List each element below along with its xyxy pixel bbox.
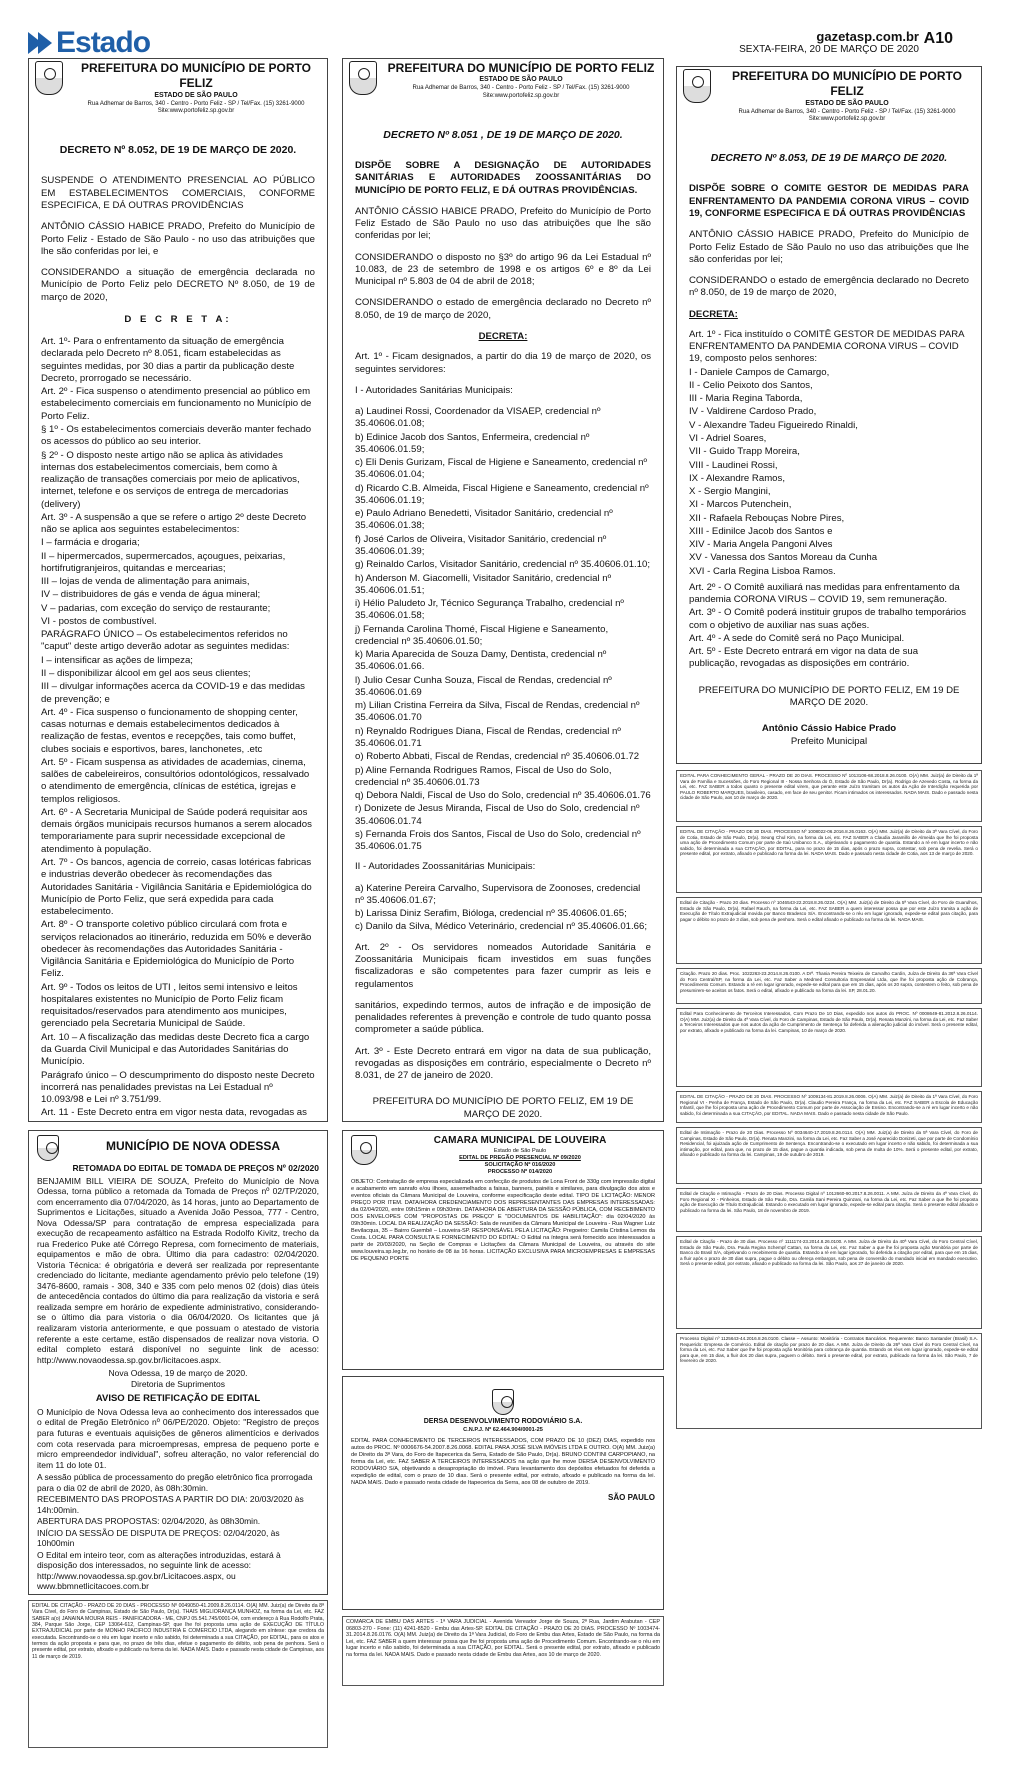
masthead-title: PREFEITURA DO MUNICÍPIO DE PORTO FELIZ xyxy=(731,69,962,99)
article: Art. 11 - Este Decreto entra em vigor nesta data, revogadas as xyxy=(41,1107,307,1119)
decree-8051-panel xyxy=(342,58,664,1122)
decree-ementa: SUSPENDE O ATENDIMENTO PRESENCIAL AO PÚBLICO EM ESTABELECIMENTOS COMERCIAIS, CONFORME ESPECIFICA, E DÁ OUTRAS PROVIDÊNCIAS xyxy=(41,175,315,211)
authority-item: f) José Carlos de Oliveira, Visitador Sanitário, credencial nº 35.40606.01.39; xyxy=(355,533,607,557)
committee-member: III - Maria Regina Taborda, xyxy=(689,393,803,405)
closing-line: PREFEITURA DO MUNICÍPIO DE PORTO FELIZ, EM 19 DE MARÇO DE 2020. xyxy=(698,684,960,709)
article: Parágrafo único – O descumprimento do disposto neste Decreto incorrerá nas penalidades previstas na Lei Estadual nº 10.093/98 e Lei nº 3.751/99. xyxy=(41,1069,315,1106)
aviso-date xyxy=(37,1593,319,1595)
masthead xyxy=(29,59,327,118)
page-number: A10 xyxy=(923,30,953,47)
authority-item: d) Ricardo C.B. Almeida, Fiscal Higiene e Saneamento, credencial nº 35.40606.01.19; xyxy=(355,482,649,506)
decree-8052-panel xyxy=(28,58,328,1122)
edital-text: Citação. Prazo 20 dias. Proc. 1022263-23.2014.8.26.0100. A Drª. Thania Pereira Teixeira de Carvalho Cardin, Juíza de Direito da 36ª Vara Cível do Foro Central/SP, na forma da Lei, etc. Faz Saber a Medmed Consultoria Empresarial Ltda, que lhe foi proposta ação de Cobrança, Procedimento Comum. Estando a ré em lugar ignorado, expede-se edital para que em 15 dias, após os 20 supra, contestem o feito, sob pena de presumirem-se aceitos os fatos. Será o edital, afixado e publicado na forma da lei. SP, 28.01.20. xyxy=(680,971,978,993)
logo-text: Estado xyxy=(56,26,151,59)
committee-member: XIV - Maria Angela Pangoni Alves xyxy=(689,539,833,551)
authority-item: k) Maria Aparecida de Souza Damy, Dentista, credencial nº 35.40606.01.66. xyxy=(355,649,607,673)
edital-notice xyxy=(676,826,982,893)
louveira-state: Estado de São Paulo xyxy=(493,1147,547,1154)
authority-item: g) Reinaldo Carlos, Visitador Sanitário, credencial nº 35.40606.01.10; xyxy=(355,559,651,571)
article: § 2º - O disposto neste artigo não se aplica às atividades internas dos estabelecimentos comerciais, bem como à realização de transações comerciais por meio de aplicativos, internet, telefone e os serviços de entrega de mercadorias (delivery) xyxy=(41,449,300,510)
decree-considerando: CONSIDERANDO o disposto no §3º do artigo 96 da Lei Estadual nº 10.083, de 23 de setembro de 1998 e os artigos 6º e 8º da Lei Municipal nº 5.803 de 04 de abril de 2018; xyxy=(355,251,651,288)
authority-item: c) Eli Denis Gurizam, Fiscal de Higiene e Saneamento, credencial nº 35.40606.01.04; xyxy=(355,457,647,481)
municipal-crest-icon xyxy=(35,61,63,95)
retomada-signature: Diretoria de Suprimentos xyxy=(130,1378,225,1389)
aviso-line: ABERTURA DAS PROPOSTAS: 02/04/2020, às 08h30min. xyxy=(37,1516,261,1527)
decree-considerando: CONSIDERANDO o estado de emergência declarado no Decreto nº 8.050, de 19 de março de 2020, xyxy=(355,297,651,321)
masthead-state: ESTADO DE SÃO PAULO xyxy=(479,76,563,84)
aviso-line: O Edital em inteiro teor, com as alterações introduzidas, estará à disposição dos interessados, no seguinte link de acesso: http://www.novaodessa.sp.gov.br/Licitacoes.aspx, ou www.bbmnetlicitacoes.com.br xyxy=(37,1549,281,1592)
pregao-title: EDITAL DE PREGÃO PRESENCIAL Nº 09/2020 xyxy=(459,1154,581,1161)
article: Art. 2º - Os servidores nomeados Autoridade Sanitária e Zoossanitária Municipais ficam investidos em suas funções fiscalizadoras e são competentes para fazer cumprir as leis e regulamentos xyxy=(355,941,651,990)
article: IV – distribuidores de gás e venda de água mineral; xyxy=(41,589,261,601)
masthead-address: Rua Adhemar de Barros, 340 - Centro - Porto Feliz - SP / Tel/Fax. (15) 3261-9000 xyxy=(738,108,956,115)
dersa-title: DERSA DESENVOLVIMENTO RODOVIÁRIO S.A. xyxy=(423,1418,583,1426)
article: Art. 2º - O Comitê auxiliará nas medidas para enfrentamento da pandemia CORONA VIRUS – COVID 19, sem remuneração. xyxy=(689,581,960,606)
article: Art. 3º - A suspensão a que se refere o artigo 2º deste Decreto não se aplica aos seguintes estabelecimentos: xyxy=(41,511,307,536)
edital-notice xyxy=(676,968,982,1004)
retomada-body: BENJAMIM BILL VIEIRA DE SOUZA, Prefeito do Município de Nova Odessa, torna público a retomada da Tomada de Preços nº 02/TP/2020, com encerramento dia 07/04/2020, às 14 horas, junto ao Departamento de Suprimentos e Licitações, situado a Avenida João Pessoa, 777 - Centro, Nova Odessa/SP para contratação de empresa especializada para execução de recapeamento asfáltico na Estrada Rodolfo Kivitz, trecho da rua Frederico Puke até Córrego Represa, com fornecimento de materiais, equipamentos e mão de obra. Último dia para cadastro: 02/04/2020. Vistoria Técnica: é obrigatória e deverá ser realizada por representante credenciado do licitante, mediante agendamento prévio pelo telefone (19) 3476-8600, ramais - 308, 340 e 335 com pelo menos 02 (dois) dias úteis de antecedência contados do último dia para realização da vistoria e será realizada sempre em horário de expediente administrativo, considerando-se o último dia para vistoria o dia 06/04/2020. Os licitantes que já realizaram vistoria anteriormente, e que possuam o atestado de vistoria referente a este certame, estão dispensados de realizar nova vistoria. O edital completo estará disponível no seguinte link de acesso: http://www.novaodessa.sp.gov.br/licitacoes.aspx. xyxy=(37,1175,319,1365)
committee-member: X - Sergio Mangini, xyxy=(689,486,771,498)
committee-members-list xyxy=(689,367,969,578)
aviso-line: A sessão pública de processamento do pregão eletrônico fica prorrogada para o dia 02 de abril de 2020, às 08h:30min. xyxy=(37,1472,313,1493)
nova-odessa-title: MUNICÍPIO DE NOVA ODESSA xyxy=(105,1139,281,1154)
decree-intro: ANTÔNIO CÁSSIO HABICE PRADO, Prefeito do Município de Porto Feliz Estado de São Paulo no uso das atribuições que lhe são conferidas por lei; xyxy=(689,229,969,265)
article: Art. 8º - O transporte coletivo público circulará com frota e serviços relacionados ao itinerário, reduzida em 50% e deverão obedecer às recomendações das Autoridades Sanitária - Vigilância Sanitária e Epidemiológica do Município de Porto Feliz. xyxy=(41,919,312,980)
committee-member: XVI - Carla Regina Lisboa Ramos. xyxy=(689,565,836,577)
louveira-crest-icon xyxy=(351,1135,377,1165)
site-url: gazetasp.com.br xyxy=(816,29,919,44)
committee-member: VI - Adriel Soares, xyxy=(689,432,767,444)
committee-member: XI - Marcos Putenchein, xyxy=(689,499,792,511)
article: V – padarias, com exceção do serviço de restaurante; xyxy=(41,602,271,614)
dersa-cnpj: C.N.P.J. Nº 62.464.904/0001-25 xyxy=(463,1426,543,1433)
group-heading: I - Autoridades Sanitárias Municipais: xyxy=(355,384,513,396)
nova-odessa-crest-icon xyxy=(37,1135,59,1161)
article: VI - postos de combustível. xyxy=(41,615,157,627)
zoosanitary-authorities-list xyxy=(355,883,651,934)
authority-item: b) Larissa Diniz Serafim, Bióloga, credencial nº 35.40606.01.65; xyxy=(355,908,627,920)
louveira-panel xyxy=(342,1130,664,1370)
aviso-heading: AVISO DE RETIFICAÇÃO DE EDITAL xyxy=(95,1393,261,1405)
authority-item: b) Edinice Jacob dos Santos, Enfermeira, credencial nº 35.40606.01.59; xyxy=(355,431,590,455)
authority-item: c) Danilo da Silva, Médico Veterinário, credencial nº 35.40606.01.66; xyxy=(355,921,648,933)
article: Art. 1º - Ficam designados, a partir do dia 19 de março de 2020, os seguintes servidores: xyxy=(355,351,651,375)
committee-member: XIII - Edinilce Jacob dos Santos e xyxy=(689,525,833,537)
masthead-site: Site:www.portofeliz.sp.gov.br xyxy=(157,108,235,115)
masthead xyxy=(343,59,663,103)
decree-articles xyxy=(689,582,969,671)
article: II – hipermercados, supermercados, açougues, peixarias, hortifrutigranjeiros, quitandas e mercearias; xyxy=(41,550,286,574)
article: I – farmácia e drogaria; xyxy=(41,537,140,549)
article: PARÁGRAFO ÚNICO – Os estabelecimentos referidos no "caput" deste artigo deverão adotar as seguintes medidas: xyxy=(41,629,290,653)
chevron-icon xyxy=(38,32,52,54)
masthead-title: PREFEITURA DO MUNICÍPIO DE PORTO FELIZ xyxy=(80,61,311,91)
edital-text: Edital de Citação - Prazo 20 dias. Processo nº 1046543-22.2018.8.26.0224. O(A) MM. Juiz(a) de Direito da 5ª Vara Cível, do Foro de Guarulhos, Estado de São Paulo, Dr(a). Rafael Rauch, na forma da Lei, etc. FAZ SABER a quem interessar possa que por este Juízo tramita a ação de Execução de Título Extrajudicial movida por Banco Bradesco S/A. Encontrando-se o réu em lugar ignorado, expede-se edital para citação, para pagar o débito no prazo de 3 dias, sob pena de penhora. Será o edital afixado e publicado na forma da lei. NADA MAIS. xyxy=(680,900,978,922)
article: Art. 2º - Fica suspenso o atendimento presencial ao público em estabelecimento comerciais em funcionamento no Município de Porto Feliz. xyxy=(41,386,312,422)
authority-item: n) Reynaldo Rodrigues Diana, Fiscal de Rendas, credencial nº 35.40606.01.71 xyxy=(355,725,621,749)
article: I – intensificar as ações de limpeza; xyxy=(41,654,193,666)
authority-item: h) Anderson M. Giacomelli, Visitador Sanitário, credencial nº 35.40606.01.51; xyxy=(355,572,612,596)
decree-intro: ANTÔNIO CÁSSIO HABICE PRADO, Prefeito do Município de Porto Feliz Estado de São Paulo no uso das atribuições que lhe são conferidas por lei; xyxy=(355,205,651,242)
decree-decreta: D E C R E T A: xyxy=(124,313,232,325)
municipal-crest-icon xyxy=(683,69,711,103)
authority-item: o) Roberto Abbati, Fiscal de Rendas, credencial nº 35.40606.01.72 xyxy=(355,751,640,763)
decree-body xyxy=(29,126,327,1122)
mayor-role: Prefeito Municipal xyxy=(790,735,868,747)
article: Art. 9º - Todos os leitos de UTI , leitos semi intensivo e leitos hospitalares existentes no Município de Porto Feliz ficam requisitados/reservados para atendimento aos municipes, gerenciado pela Secretaria Municipal de Saúde. xyxy=(41,981,298,1030)
newspaper-logo xyxy=(28,26,150,60)
pregao-processo: PROCESSO Nº 014/2020 xyxy=(487,1168,553,1175)
edital-notice xyxy=(676,1236,982,1329)
dersa-body: EDITAL PARA CONHECIMENTO DE TERCEIROS INTERESSADOS, COM PRAZO DE 10 (DEZ) DIAS, expedido nos autos do PROC. Nº 0006676-54.2007.8.26.0068. EDITAL PARA JOSÉ SILVA IMÓVEIS LTDA E OUTRO. O(A) MM. Juiz(a) de Direito da 3ª Vara, do Foro de Itapecerica da Serra, Estado de São Paulo, Dr(a). BRUNO CONTINI CARPOPIANO, na forma da Lei, etc. FAZ SABER A TERCEIROS INTERESSADOS na ação que lhe move DERSA DESENVOLVIMENTO RODOVIÁRIO S/A, objetivando a desapropriação do imóvel. Para levantamento dos depósitos efetuados foi deferida a expedição de edital, com o prazo de 10 dias. Será o presente edital, por extrato, afixado e publicado na forma da lei. NADA MAIS. Dado e passado nesta cidade de Itapecerica da Serra, aos 08 de outubro de 2019. xyxy=(351,1437,655,1487)
masthead-state: ESTADO DE SÃO PAULO xyxy=(154,91,238,99)
article: III – divulgar informações acerca da COVID-19 e das medidas de prevenção; e xyxy=(41,681,305,705)
edital-text: EDITAL PARA CONHECIMENTO GERAL - PRAZO DE 20 DIAS. PROCESSO Nº 1013106-68.2018.8.26.0100. O(A) MM. Juiz(a) de Direito da 1ª Vara de Família e Sucessões, do Foro Regional III - Nossa Senhora do Ó, Estado de São Paulo, Dr(a). Rodrigo de Azevedo Costa, na forma da Lei, etc. FAZ SABER a todos quanto o presente edital virem, que perante este Juízo tramitam os autos da Ação de Interdição requerida por PAULO ROBERTO MARQUES, brasileiro, casado, em face de seu genitor. Ficam intimados os interessados. NADA MAIS. Dado e passado nesta cidade de São Paulo, aos 10 de março de 2020. xyxy=(680,773,978,801)
authority-item: m) Lilian Cristina Ferreira da Silva, Fiscal de Rendas, credencial nº 35.40606.01.70 xyxy=(355,700,640,724)
page-header xyxy=(0,0,1011,60)
edital-text: EDITAL DE CITAÇÃO - PRAZO DE 20 DIAS. PROCESSO Nº 1009134-81.2019.8.26.0006. O(A) MM. Juiz(a) de Direito da 1ª Vara Cível, do Foro Regional VI - Penha de França, Estado de São Paulo, Dr(a). Claudio Pereira França, na forma da Lei, etc. FAZ SABER a Escola de Educação Infantil, que lhe foi proposta uma ação de Procedimento Comum por parte de Associação de Ensino. Encontrando-se a ré em lugar incerto e não sabido, foi determinada a sua CITAÇÃO, por EDITAL. NADA MAIS. Dado e passado nesta cidade de São Paulo. xyxy=(680,1094,978,1116)
sp-government-logo: SÃO PAULO xyxy=(608,1493,655,1503)
edital-notice xyxy=(676,1008,982,1087)
article: Art. 3º - O Comitê poderá instituir grupos de trabalho temporários com o objetivo de auxiliar nas suas ações. xyxy=(689,607,967,631)
decree-8053-panel xyxy=(676,66,982,764)
authority-item: p) Aline Fernanda Rodrigues Ramos, Fiscal de Uso do Solo, credencial nº 35.40606.01.73 xyxy=(355,764,612,788)
masthead xyxy=(677,67,981,126)
committee-member: VIII - Laudinei Rossi, xyxy=(689,459,778,471)
louveira-title: CAMARA MUNICIPAL DE LOUVEIRA xyxy=(433,1135,607,1146)
issue-date: SEXTA-FEIRA, 20 DE MARÇO DE 2020 xyxy=(739,44,919,55)
edital-text: EDITAL DE CITAÇÃO - PRAZO DE 20 DIAS - PROCESSO Nº 0049050-41.2009.8.26.0114. O(A) MM. Juiz(a) de Direito da 8ª Vara Cível, do Foro de Campinas, Estado de São Paulo, Dr(a). THAIS MIGLIORANÇA MUNHOZ, na forma da Lei, etc. FAZ SABER a(o) JANAINA MOURA REIS - PANIFICADORA - ME, CNPJ 05.541.745/0001-04, com endereço à Rua Rodolfo Prata, 384, Parque São Jorge, CEP 13064-612, Campinas-SP, que lhe foi proposta uma ação de EXECUÇÃO DE TÍTULO EXTRAJUDICIAL por parte de MONHO PACIFICO INDUSTRIA E COMERCIO LTDA, alegando em síntese: que credora da executada. Encontrando-se o réu em lugar incerto e não sabido, foi determinada a sua CITAÇÃO, por EDITAL, para os atos e termos da ação proposta e para que, no prazo de três dias, efetue o pagamento do débito, sob pena de penhora. Será o presente edital, por extrato, afixado e publicado na forma da lei. NADA MAIS. Dado e passado nesta cidade de Campinas, aos 11 de março de 2019. xyxy=(32,1603,324,1660)
article: Art. 4º - A sede do Comitê será no Paço Municipal. xyxy=(689,632,905,644)
louveira-body: OBJETO: Contratação de empresa especializada em confecção de produtos de Lona Front de 330g com impressão digital e acabamento em sanrafo e/ou ilhoes, assemelhados a faixas, banners, painéis e similares, para divulgação dos atos e eventos oficiais da Câmara Municipal de Louveira, conforme especificação deste edital. TIPO DE LICITAÇÃO: MENOR PREÇO POR ITEM. DATA/HORA CREDENCIAMENTO DOS REPRESENTANTES DAS EMPRESAS INTERESSADAS: dia 02/04/2020, entre 09h15min e 09h30min. DATA/HORA DE ABERTURA DA SESSÃO PÚBLICA, COM RECEBIMENTO DOS ENVELOPES COM "PROPOSTAS DE PREÇO" E "DOCUMENTOS DE HABILITAÇÃO": dia 02/04/2020 às 09h30min. LOCAL DA REALIZAÇÃO DA SESSÃO: Sala de reuniões da Câmara Municipal de Louveira - Rua Wagner Luiz Bevilacqua, 35 – Bairro Guembê – Louveira-SP. RESPONSÁVEL PELA LICITAÇÃO: Pregoeiro: Camila Cristina Lemos da Costa. LOCAL PARA CONSULTA E FORNECIMENTO DO EDITAL: O Edital na íntegra será fornecido aos interessados a partir de 20/03/2020, na Seção de Compras e Licitações da Câmara Municipal de Louveira, ou através do site www.louveira.sp.leg.br, no horário de 08 às 16 horas. LICITAÇÃO EXCLUSIVA PARA MICROEMPRESAS E EMPRESAS DE PEQUENO PORTE xyxy=(351,1178,655,1263)
decree-decreta: DECRETA: xyxy=(478,331,528,343)
committee-member: II - Celio Peixoto dos Santos, xyxy=(689,379,813,391)
authority-item: j) Fernanda Carolina Thomé, Fiscal Higiene e Saneamento, credencial nº 35.40606.01.50; xyxy=(355,623,609,647)
edital-text: COMARCA DE EMBU DAS ARTES - 1ª VARA JUDICIAL - Avenida Vereador Jorge de Souza, 2ª Rua, Jardim Arabutan - CEP 06803-270 - Fone: (11) 4241-8520 - Embu das Artes-SP. EDITAL DE CITAÇÃO - PRAZO DE 20 DIAS. PROCESSO Nº 1003474-31.2014.8.26.0176. O(A) MM. Juiz(a) de Direito da 1ª Vara Judicial, do Foro de Embu das Artes, Estado de São Paulo, na forma da Lei, etc. FAZ SABER a quem interessar possa que lhe foi proposta uma ação de Procedimento Comum. Encontrando-se o réu em lugar incerto e não sabido, foi determinada a sua CITAÇÃO, por EDITAL. Será o presente edital, por extrato, afixado e publicado na forma da lei. NADA MAIS. Dado e passado nesta cidade de Embu das Artes, aos 10 de março de 2020. xyxy=(346,1619,660,1658)
municipal-crest-icon xyxy=(349,61,377,95)
decree-intro: ANTÔNIO CÁSSIO HABICE PRADO, Prefeito do Município de Porto Feliz - Estado de São Paulo - no uso das atribuições que lhe são conferidas por lei, e xyxy=(41,221,315,257)
edital-text: EDITAL DE CITAÇÃO - PRAZO DE 30 DIAS. PROCESSO Nº 1008022-06.2016.8.26.0163. O(A) MM. Juiz(a) de Direito da 3ª Vara Cível, do Foro de Cotia, Estado de São Paulo, Dr(a). Seung Chul Kim, na forma da Lei, etc. FAZ SABER a Claudia Jaramillo de Almeida que lhe foi proposta uma ação de Procedimento Comum por parte de Itaú Unibanco S.A., objetivando o pagamento de quantia. Estando a ré em lugar incerto e não sabido, foi determinada a sua CITAÇÃO, por EDITAL, para no prazo de 15 dias, após o prazo supra, contestar, sob pena de revelia. Será o presente edital, por extrato, afixado e publicado na forma da lei. NADA MAIS. Dado e passado nesta cidade de Cotia, aos 13 de março de 2020. xyxy=(680,829,978,857)
decree-title: DECRETO Nº 8.053, DE 19 DE MARÇO DE 2020. xyxy=(710,152,948,165)
committee-member: IV - Valdirene Cardoso Prado, xyxy=(689,406,817,418)
decree-ementa: DISPÕE SOBRE A DESIGNAÇÃO DE AUTORIDADES SANITÁRIAS E AUTORIDADES ZOOSSANITÁRIAS DO MUNICÍPIO DE PORTO FELIZ, E DÁ OUTRAS PROVIDÊNCIAS. xyxy=(355,160,651,196)
edital-text: Processo Digital nº 1125643-44.2016.8.26.0100. Classe – Assunto: Monitória - Contratos Bancários. Requerente: Banco Santander (Brasil) S.A. Requerido: Empresa de Comércio. Edital de citação por prazo de 20 dias. A MM. Juíza de Direito da 26ª Vara Cível do Foro Central Cível, na forma da Lei, etc. Faz Saber que lhe foi proposta ação Monitória para cobrança de quantia. Estando os réus em lugar ignorado, expede-se edital para que, em 15 dias, a fluir dos 20 dias supra, paguem o débito. Será o presente edital, por extrato, publicado na forma da lei. São Paulo, 7 de fevereiro de 2020. xyxy=(680,1336,978,1364)
decree-title: DECRETO Nº 8.052, DE 19 DE MARÇO DE 2020. xyxy=(59,144,297,157)
authority-item: a) Laudinei Rossi, Coordenador da VISAEP, credencial nº 35.40606.01.08; xyxy=(355,406,601,430)
edital-notice xyxy=(676,1333,982,1429)
authority-item: e) Paulo Adriano Benedetti, Visitador Sanitário, credencial nº 35.40606.01.38; xyxy=(355,508,613,532)
article: Art. 10 – A fiscalização das medidas deste Decreto fica a cargo da Guarda Civil Municipal e das Autoridades Sanitárias do Município. xyxy=(41,1031,310,1068)
masthead-address: Rua Adhemar de Barros, 340 - Centro - Porto Feliz - SP / Tel/Fax. (15) 3261-9000 xyxy=(87,100,305,107)
edital-notice xyxy=(676,1091,982,1123)
masthead-address: Rua Adhemar de Barros, 340 - Centro - Porto Feliz - SP / Tel/Fax. (15) 3261-9000 xyxy=(412,85,630,92)
decree-title: DECRETO Nº 8.051 , DE 19 DE MARÇO DE 2020. xyxy=(383,128,623,141)
retomada-date: Nova Odessa, 19 de março de 2020. xyxy=(108,1368,248,1379)
mayor-signature: Antônio Cássio Habice Prado xyxy=(761,723,897,735)
article: Art. 4º - Fica suspenso o funcionamento de shopping center, casas noturnas e demais estabelecimentos dedicados à realização de festas, eventos e recepções, tais como buffet, clubes sociais e esportivos, bares, lanchonetes, .etc xyxy=(41,706,298,755)
article: Art. 7º - Os bancos, agencia de correio, casas lotéricas fabricas e industrias deverão obedecer às recomendações das Autoridades Sanitária - Vigilância Sanitária e Epidemiológica do Município de Porto Feliz, que será expedida para cada estabelecimento. xyxy=(41,857,312,918)
masthead-site: Site:www.portofeliz.sp.gov.br xyxy=(482,92,560,99)
edital-text: Edital de Citação e Intimação - Prazo de 20 Dias. Processo Digital nº 1012660-90.2017.8.26.0011. A MM. Juíza de Direito da 4ª Vara Cível, do Foro Regional XI - Pinheiros, Estado de São Paulo, Dra. Camila Sani Pereira Quinzani, na forma da Lei, etc. Faz Saber a que lhe foi proposta ação de Execução de Título Extrajudicial. Estando o executado em lugar ignorado, expede-se edital para citação. Será o presente edital afixado e publicado na forma da lei. São Paulo, 18 de novembro de 2019. xyxy=(680,1191,978,1213)
committee-member: V - Alexandre Tadeu Figueiredo Rinaldi, xyxy=(689,419,858,431)
article: II – disponibilizar álcool em gel aos seus clientes; xyxy=(41,668,251,680)
article: Art. 1º- Para o enfrentamento da situação de emergência declarada pelo Decreto nº 8.051, ficam estabelecidas as seguintes medidas, por 30 dias a partir da publicação deste Decreto, prorrogado se necessário. xyxy=(41,336,295,384)
closing-line: PREFEITURA DO MUNICÍPIO DE PORTO FELIZ, EM 19 DE MARÇO DE 2020. xyxy=(372,1096,634,1120)
article: Art. 3º - Este Decreto entrará em vigor na data de sua publicação, revogadas as disposições em contrário, especialmente o Decreto nº 8.031, de 27 de janeiro de 2020. xyxy=(355,1045,651,1082)
committee-member: XV - Vanessa dos Santos Moreau da Cunha xyxy=(689,552,878,564)
edital-notice xyxy=(676,1127,982,1184)
authority-item: a) Katerine Pereira Carvalho, Supervisora de Zoonoses, credencial nº 35.40606.01.67; xyxy=(355,882,641,906)
aviso-body: O Município de Nova Odessa leva ao conhecimento dos interessados que o edital de Pregão Eletrônico nº 06/PE/2020. Objeto: "Registro de preços para futuras e eventuais aquisições de gêneros alimentícios e derivados com cota reservada para microempresas, empresa de pequeno porte e micro empreendedor individual", sofreu alteração, no valor referencial do item 11 do lote 01. xyxy=(37,1406,319,1470)
authority-item: s) Fernanda Frois dos Santos, Fiscal de Uso do Solo, credencial nº 35.40606.01.75 xyxy=(355,828,641,853)
committee-member: IX - Alexandre Ramos, xyxy=(689,472,785,484)
decree-decreta: DECRETA: xyxy=(689,308,738,320)
authority-item: r) Donizete de Jesus Miranda, Fiscal de Uso do Solo, credencial nº 35.40606.01.74 xyxy=(355,803,640,827)
committee-member: I - Daniele Campos de Camargo, xyxy=(689,366,830,378)
masthead-title: PREFEITURA DO MUNICÍPIO DE PORTO FELIZ xyxy=(387,61,655,75)
decree-considerando: CONSIDERANDO o estado de emergência declarado no Decreto nº 8.050, de 19 de março de 2020, xyxy=(689,275,969,299)
publication-note xyxy=(689,762,969,764)
aviso-line: INÍCIO DA SESSÃO DE DISPUTA DE PREÇOS: 02/04/2020, às 10h00min xyxy=(37,1527,280,1549)
authority-item: l) Julio Cesar Cunha Souza, Fiscal de Rendas, credencial nº 35.40606.01.69 xyxy=(355,674,612,698)
authority-item: i) Hélio Paludeto Jr, Técnico Segurança Trabalho, credencial nº 35.40606.01.58; xyxy=(355,598,624,622)
masthead-state: ESTADO DE SÃO PAULO xyxy=(805,99,889,107)
article: Art. 5º - Este Decreto entrará em vigor na data de sua publicação, revogadas as disposições em contrário. xyxy=(689,646,919,670)
retomada-heading: RETOMADA DO EDITAL DE TOMADA DE PREÇOS Nº 02/2020 xyxy=(72,1163,319,1173)
decree-articles xyxy=(41,336,315,1122)
authority-item: q) Debora Naldi, Fiscal de Uso do Solo, credencial nº 35.40606.01.76 xyxy=(355,790,651,802)
decree-ementa: DISPÕE SOBRE O COMITE GESTOR DE MEDIDAS PARA ENFRENTAMENTO DA PANDEMIA CORONA VIRUS – COVID 19, CONFORME ESPECIFICA E DÁ OUTRAS PROVIDÊNCIAS xyxy=(689,183,969,219)
article: Art. 5º - Ficam suspensa as atividades de academias, cinema, salões de cabeleireiros, consultórios odontológicos, ressalvado o atendimento de emergência, clínicas de estética, igrejas e templos religiosos. xyxy=(41,756,310,805)
committee-member: VII - Guido Trapp Moreira, xyxy=(689,446,800,458)
article: Art. 1º - Fica instituído o COMITÊ GESTOR DE MEDIDAS PARA ENFRENTAMENTO DA PANDEMIA CORONA VIRUS – COVID 19, composto pelos senhores: xyxy=(689,328,965,365)
edital-text: Edital de Citação - Prazo de 30 dias. Processo nº 1111174-23.2014.8.26.0100. A MM. Juíza de Direito da 40ª Vara Cível, do Foro Central Cível, Estado de São Paulo, Dra. Paula Regina Schempf Cattan, na forma da Lei, etc. Faz Saber a que lhe foi proposta ação Monitória por parte de Banco do Brasil S/A, objetivando o recebimento de quantia. Estando a ré em lugar ignorado, foi deferida a citação por edital, para que em 15 dias, a fluir após o prazo de 30 dias supra, pague o débito ou ofereça embargos, sob pena de conversão do mandado inicial em mandado executivo. Será o presente edital, por extrato, afixado e publicado na forma da lei. São Paulo, aos 27 de janeiro de 2020. xyxy=(680,1239,978,1267)
nova-odessa-panel xyxy=(28,1130,328,1595)
article: § 1º - Os estabelecimentos comerciais deverão manter fechado os acessos do público ao seu interior. xyxy=(41,423,312,448)
edital-text: Edital Para Conhecimento de Terceiros Interessados, Com Prazo De 10 Dias, expedido nos autos do PROC. Nº 0008649-81.2012.8.26.0114. O(A) MM. Juiz(a) de Direito da 4ª Vara Cível, do Foro de Campinas, Estado de São Paulo, Dr(a). Renata Manzini, na forma da Lei, etc. Faz Saber a Terceiros Interessados que nos autos da ação de Cumprimento de Sentença foi deferida a alienação judicial do imóvel. Será o presente edital, por extrato, afixado e publicado na forma da lei. Campinas, 10 de março de 2020. xyxy=(680,1011,978,1033)
edital-notice xyxy=(676,770,982,822)
group-heading: II - Autoridades Zoossanitárias Municipais: xyxy=(355,861,536,873)
pregao-solicitacao: SOLICITAÇÃO Nº 016/2020 xyxy=(484,1161,556,1168)
article: sanitários, expedindo termos, autos de infração e de imposição de penalidades referentes à prevenção e controle de tudo quanto possa comprometer a saúde pública. xyxy=(355,999,651,1036)
edital-notice xyxy=(676,897,982,964)
sp-state-crest-icon xyxy=(492,1389,514,1415)
edital-comarca-embu xyxy=(342,1616,664,1686)
sanitary-authorities-list xyxy=(355,406,651,853)
article: III – lojas de venda de alimentação para animais, xyxy=(41,576,250,588)
aviso-line: RECEBIMENTO DAS PROPOSTAS A PARTIR DO DIA: 20/03/2020 às 14h:00min. xyxy=(37,1494,304,1515)
decree-considerando: CONSIDERANDO a situação de emergência declarada no Município de Porto Feliz pelo DECRETO Nº 8.050, de 19 de março de 2020, xyxy=(41,267,315,303)
article: Art. 6º - A Secretaria Municipal de Saúde poderá requisitar aos demais órgãos municipais recursos humanos a serem alocados temporariamente para suprir necessidade excepcional de atendimento à população. xyxy=(41,806,312,855)
edital-notice xyxy=(676,1188,982,1232)
committee-member: XII - Rafaela Rebouças Nobre Pires, xyxy=(689,512,845,524)
edital-text: Edital de Intimação - Prazo de 20 Dias. Processo Nº 0034640-17.2019.8.26.0114. O(A) MM. Juiz(a) de Direito da 5ª Vara Cível, do Foro de Campinas, Estado de São Paulo, Dr(a). Renata Manzini, na forma da Lei, etc. Faz Saber a José Aparecido Donizeti, que por parte de Condomínio Residencial, foi ajuizada ação de Cumprimento de Sentença. Encontrando-se o executado em lugar incerto e não sabido, foi determinada a sua intimação, por edital, para que, no prazo de 15 dias, pague a quantia indicada, sob pena de multa de 10%. Será o presente edital, por extrato, afixado e publicado na forma da lei. Campinas, 19 de outubro de 2019. xyxy=(680,1130,978,1158)
edital-citacao-campinas xyxy=(28,1600,328,1748)
masthead-site: Site:www.portofeliz.sp.gov.br xyxy=(808,116,886,123)
dersa-panel xyxy=(342,1376,664,1610)
